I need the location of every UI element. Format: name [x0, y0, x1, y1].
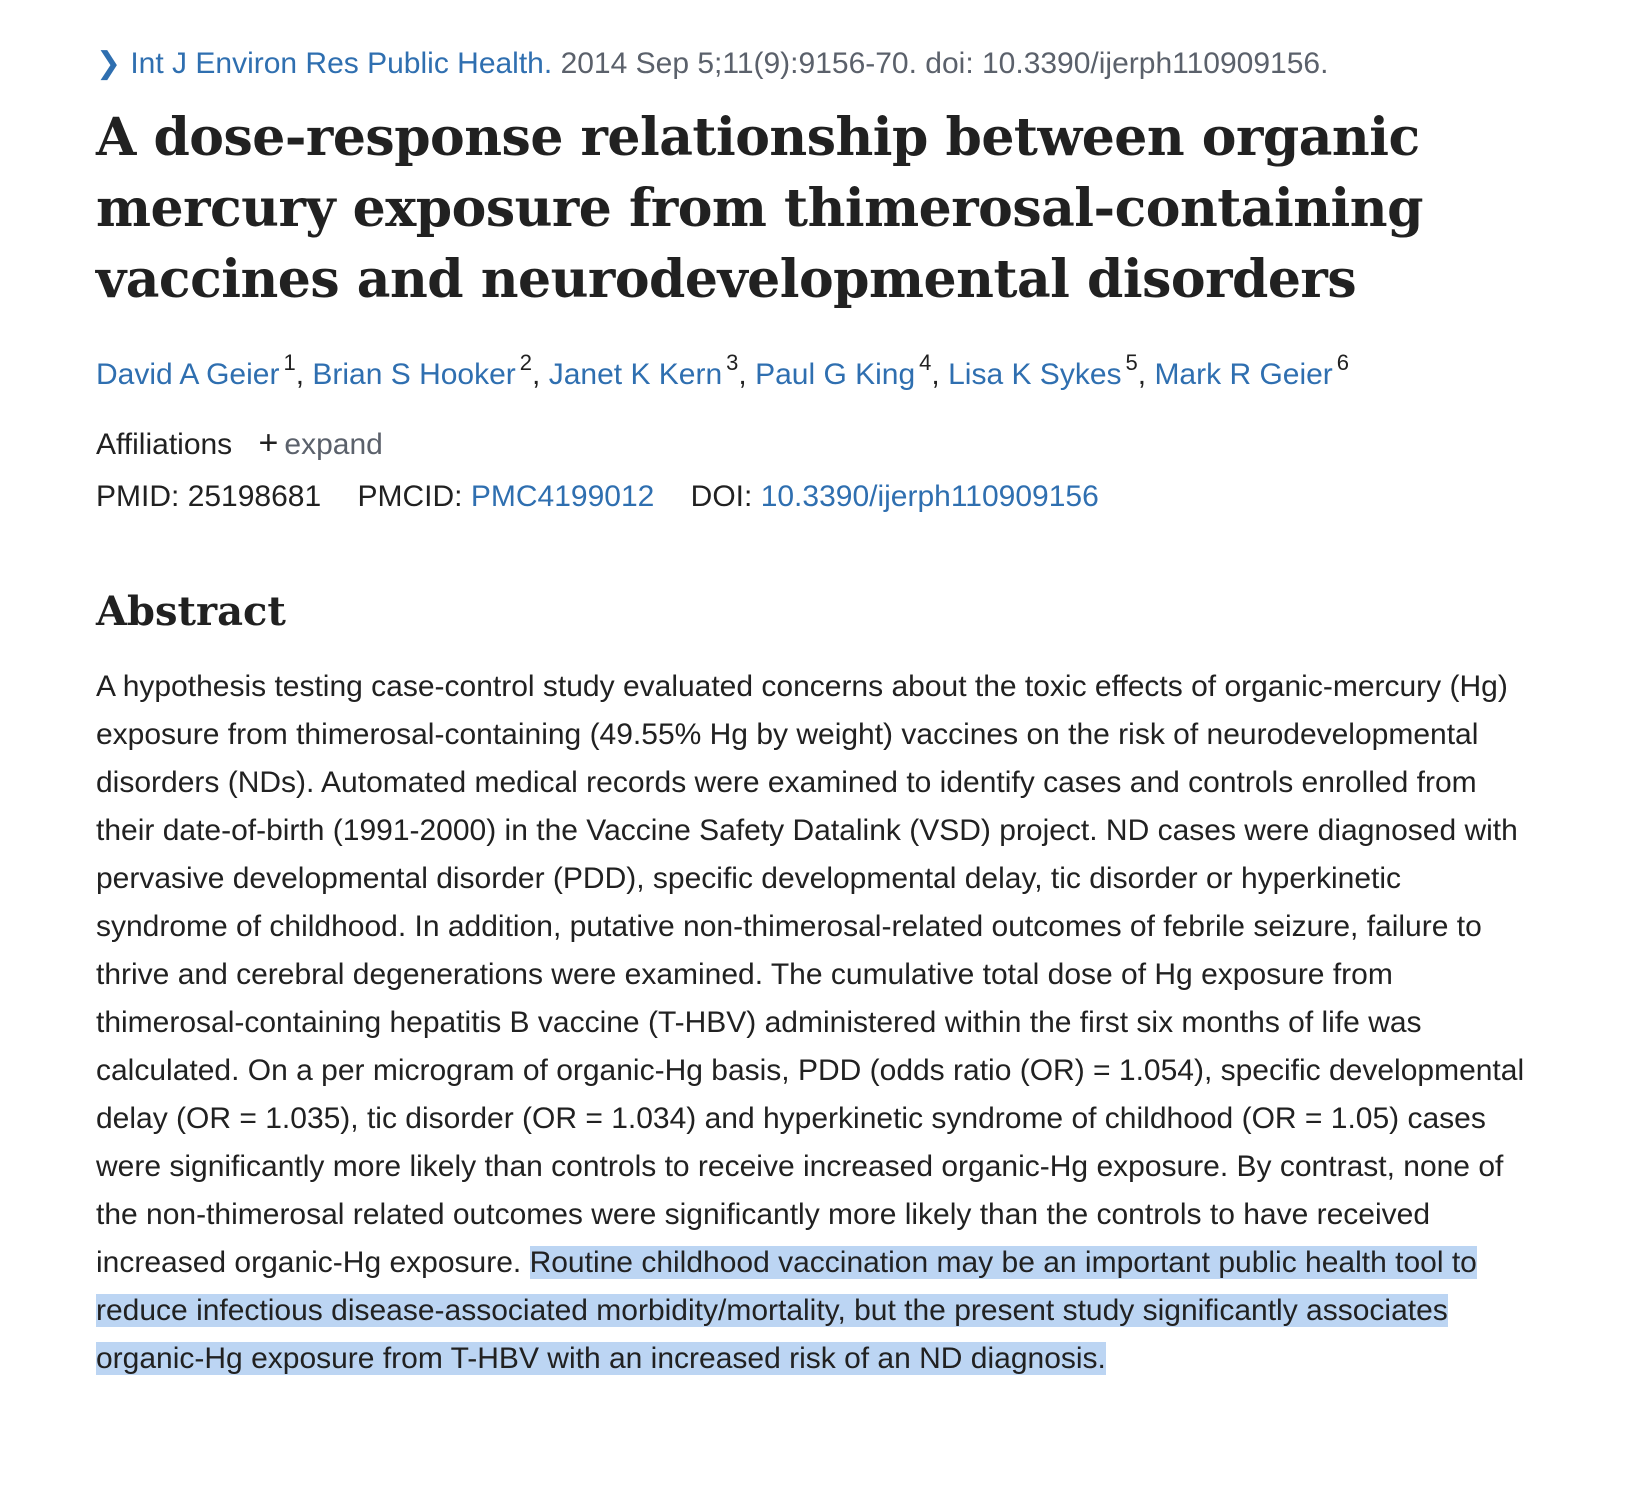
abstract-body: A hypothesis testing case-control study evaluated concerns about the toxic effects of organic-mercury (Hg) exposure from thimerosal-containing (49.55% Hg by weight) vaccines on the risk of neurodevelopmental disorders (NDs). Automated medical records were examined to identify cases and controls enrolled from their date-of-birth (1991-2000) in the Vaccine Safety Datalink (VSD) project. ND cases were diagnosed with pervasive developmental disorder (PDD), specific developmental delay, tic disorder or hyperkinetic syndrome of childhood. In addition, putative non-thimerosal-related outcomes of febrile seizure, failure to thrive and cerebral degenerations were examined. The cumulative total dose of Hg exposure from thimerosal-containing hepatitis B vaccine (T-HBV) administered within the first six months of life was calculated. On a per microgram of organic-Hg basis, PDD (odds ratio (OR) = 1.054), specific developmental delay (OR = 1.035), tic disorder (OR = 1.034) and hyperkinetic syndrome of childhood (OR = 1.05) cases were significantly more likely than controls to receive increased organic-Hg exposure. By contrast, none of the non-thimerosal related outcomes were significantly more likely than the controls to have received increased organic-Hg exposure. — [96, 670, 1525, 1279]
author-link[interactable]: Mark R Geier — [1154, 358, 1333, 391]
affiliations-expand-button[interactable] — [258, 424, 383, 462]
abstract-selected-text: Routine childhood vaccination may be an important public health tool to reduce infectious disease-associated morbidity/mortality, but the present study significantly associates organic-Hg exposure from T-HBV with an increased risk of an ND diagnosis. — [96, 1246, 1477, 1375]
author-affiliation-number[interactable]: 1 — [283, 350, 296, 375]
pmcid-label: PMCID: — [357, 480, 463, 513]
abstract-text[interactable] — [96, 663, 1536, 1383]
citation-line — [96, 44, 1644, 84]
author-link[interactable]: David A Geier — [96, 358, 280, 391]
author-affiliation-number[interactable]: 6 — [1336, 350, 1350, 375]
citation-details: 2014 Sep 5;11(9):9156-70. doi: 10.3390/ijerph110909156. — [560, 47, 1329, 80]
author-affiliation-number[interactable]: 3 — [726, 350, 739, 375]
author-affiliation-number[interactable]: 4 — [919, 350, 932, 375]
journal-link[interactable]: Int J Environ Res Public Health. — [130, 47, 553, 80]
pmid-label: PMID: — [96, 480, 180, 513]
doi-link[interactable]: 10.3390/ijerph110909156 — [760, 480, 1099, 513]
chevron-right-icon[interactable]: ❯ — [96, 47, 122, 80]
expand-label: expand — [284, 428, 383, 461]
plus-icon: + — [258, 424, 279, 462]
author-link[interactable]: Lisa K Sykes — [948, 358, 1122, 391]
abstract-heading: Abstract — [96, 588, 286, 635]
author-affiliation-number[interactable]: 2 — [519, 350, 533, 375]
author-link[interactable]: Janet K Kern — [548, 358, 723, 391]
doi-label: DOI: — [690, 480, 753, 513]
author-link[interactable]: Brian S Hooker — [312, 358, 516, 391]
author-list: David A Geier $^1$, Brian S Hooker $^2$, Janet K Kern $^3$, Paul G King $^4$, Lisa K Sykes $^5$, Mark R Geier $^6$ — [96, 350, 1350, 391]
article-title: A dose-response relationship between organic mercury exposure from thimerosal-containing vaccines and neurodevelopmental disorders — [96, 107, 1423, 310]
pmid-value: 25198681 — [187, 480, 322, 513]
affiliations-row — [96, 423, 1644, 465]
pmcid-link[interactable]: PMC4199012 — [470, 480, 655, 513]
author-affiliation-number[interactable]: 5 — [1125, 350, 1138, 375]
author-link[interactable]: Paul G King — [755, 358, 916, 391]
identifiers-row — [96, 477, 1644, 517]
affiliations-label: Affiliations — [96, 428, 233, 461]
